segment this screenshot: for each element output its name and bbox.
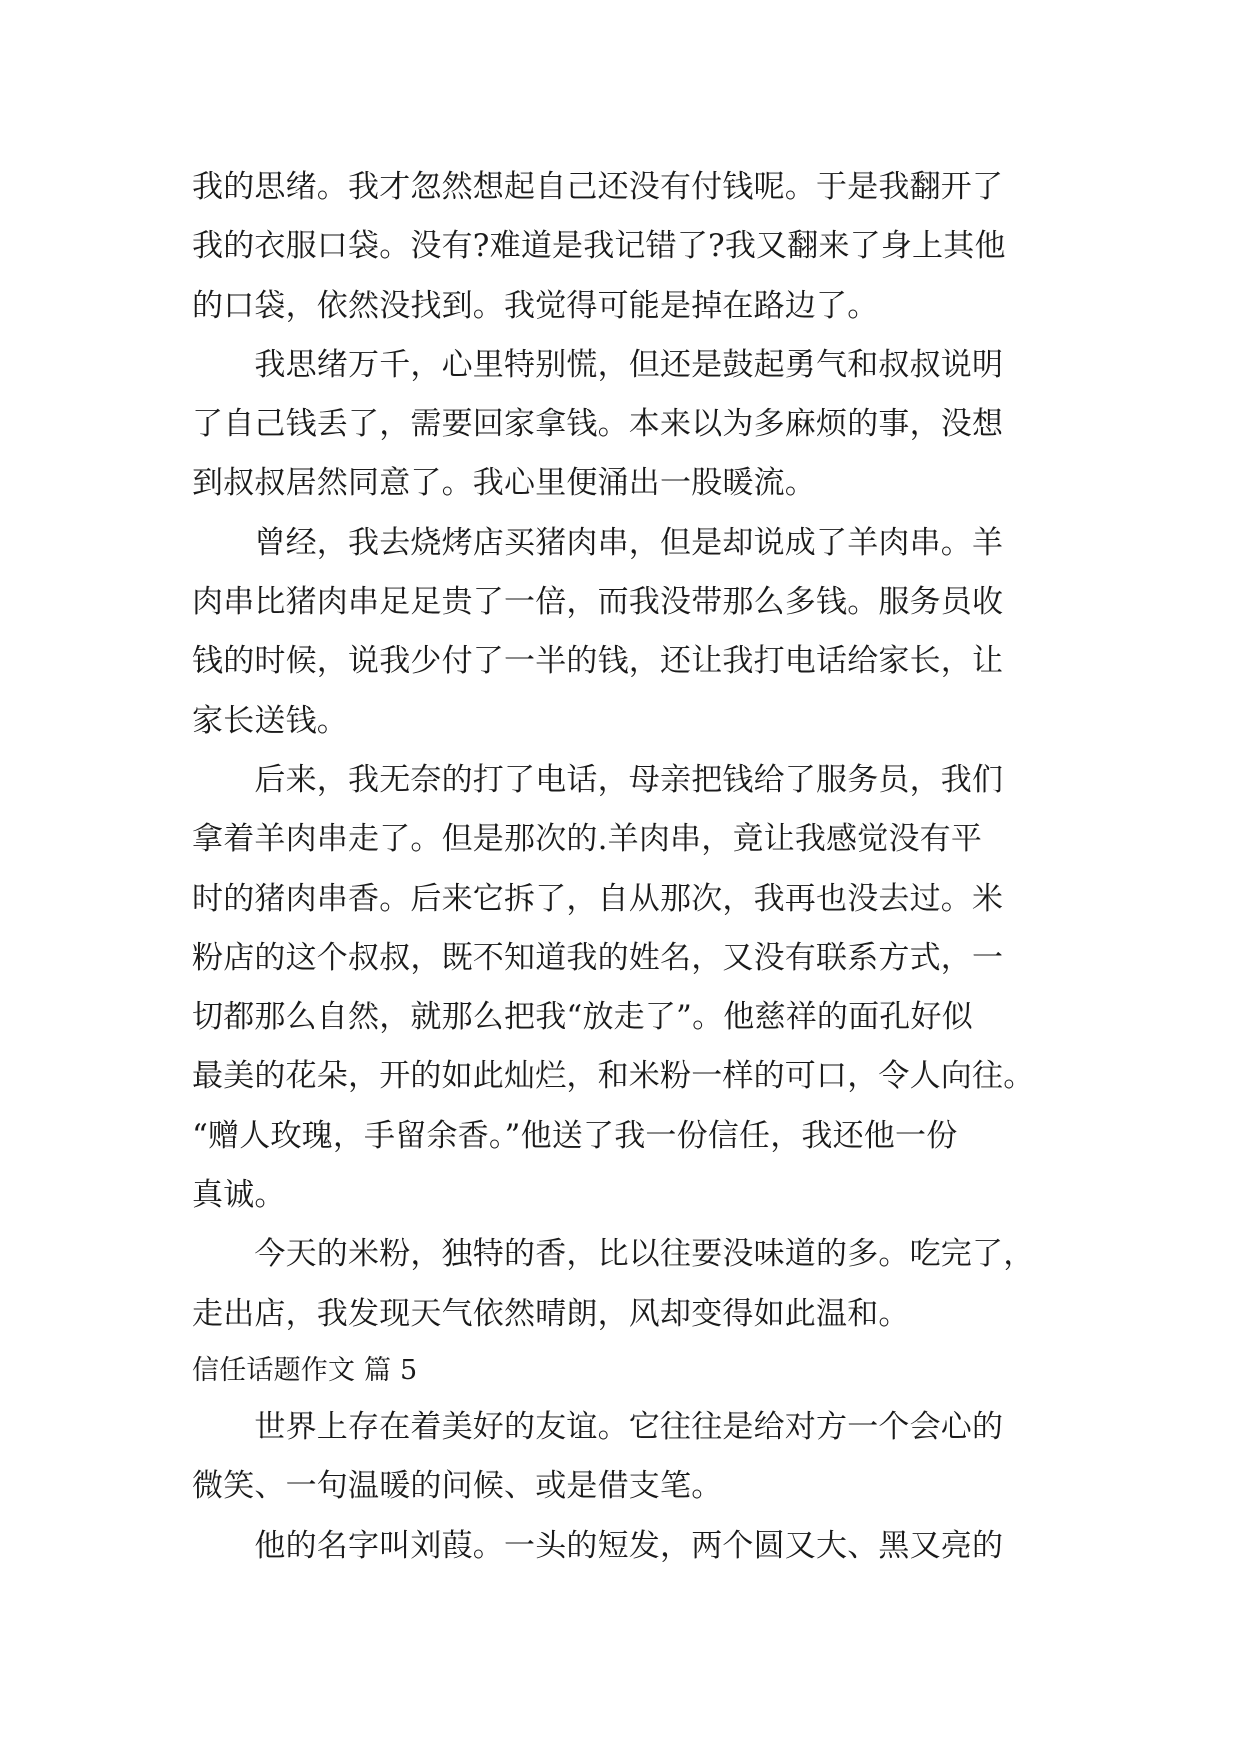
text-line: 家长送钱。	[192, 702, 348, 739]
text-line: 时的猪肉串香。后来它拆了，自从那次，我再也没去过。米	[192, 880, 1004, 917]
text-line: “赠人玫瑰，手留余香。”他送了我一份信任，我还他一份	[192, 1117, 958, 1154]
text-line: 他的名字叫刘葭。一头的短发，两个圆又大、黑又亮的	[192, 1527, 1004, 1564]
text-line: 了自己钱丢了，需要回家拿钱。本来以为多麻烦的事，没想	[192, 406, 1004, 443]
text-line: 粉店的这个叔叔，既不知道我的姓名，又没有联系方式，一	[192, 939, 1004, 976]
text-line: 切都那么自然，就那么把我“放走了”。他慈祥的面孔好似	[192, 999, 973, 1036]
text-line: 到叔叔居然同意了。我心里便涌出一股暖流。	[192, 465, 816, 502]
text-line: 我的思绪。我才忽然想起自己还没有付钱呢。于是我翻开了	[192, 169, 1004, 205]
text-line: 拿着羊肉串走了。但是那次的.羊肉串，竟让我感觉没有平	[192, 821, 983, 858]
essay-text	[192, 158, 1052, 1576]
text-line: 最美的花朵，开的如此灿烂，和米粉一样的可口，令人向往。	[192, 1058, 1035, 1095]
text-line: 钱的时候，说我少付了一半的钱，还让我打电话给家长，让	[192, 643, 1004, 680]
text-line: 曾经，我去烧烤店买猪肉串，但是却说成了羊肉串。羊	[192, 524, 1004, 561]
text-line: 世界上存在着美好的友谊。它往往是给对方一个会心的	[192, 1408, 1004, 1445]
text-line: 后来，我无奈的打了电话，母亲把钱给了服务员，我们	[192, 761, 1004, 798]
text-line: 的口袋，依然没找到。我觉得可能是掉在路边了。	[192, 287, 879, 324]
text-line: 今天的米粉，独特的香，比以往要没味道的多。吃完了，	[192, 1236, 1035, 1273]
text-line: 微笑、一句温暖的问候、或是借支笔。	[192, 1468, 723, 1505]
text-line: 我思绪万千，心里特别慌，但还是鼓起勇气和叔叔说明	[192, 346, 1004, 383]
text-line: 走出店，我发现天气依然晴朗，风却变得如此温和。	[192, 1295, 910, 1332]
text-line: 真诚。	[192, 1177, 286, 1214]
text-line: 我的衣服口袋。没有?难道是我记错了?我又翻来了身上其他	[192, 228, 1006, 265]
section-heading: 信任话题作文 篇 5	[192, 1354, 418, 1386]
text-line: 肉串比猪肉串足足贵了一倍，而我没带那么多钱。服务员收	[192, 584, 1004, 621]
